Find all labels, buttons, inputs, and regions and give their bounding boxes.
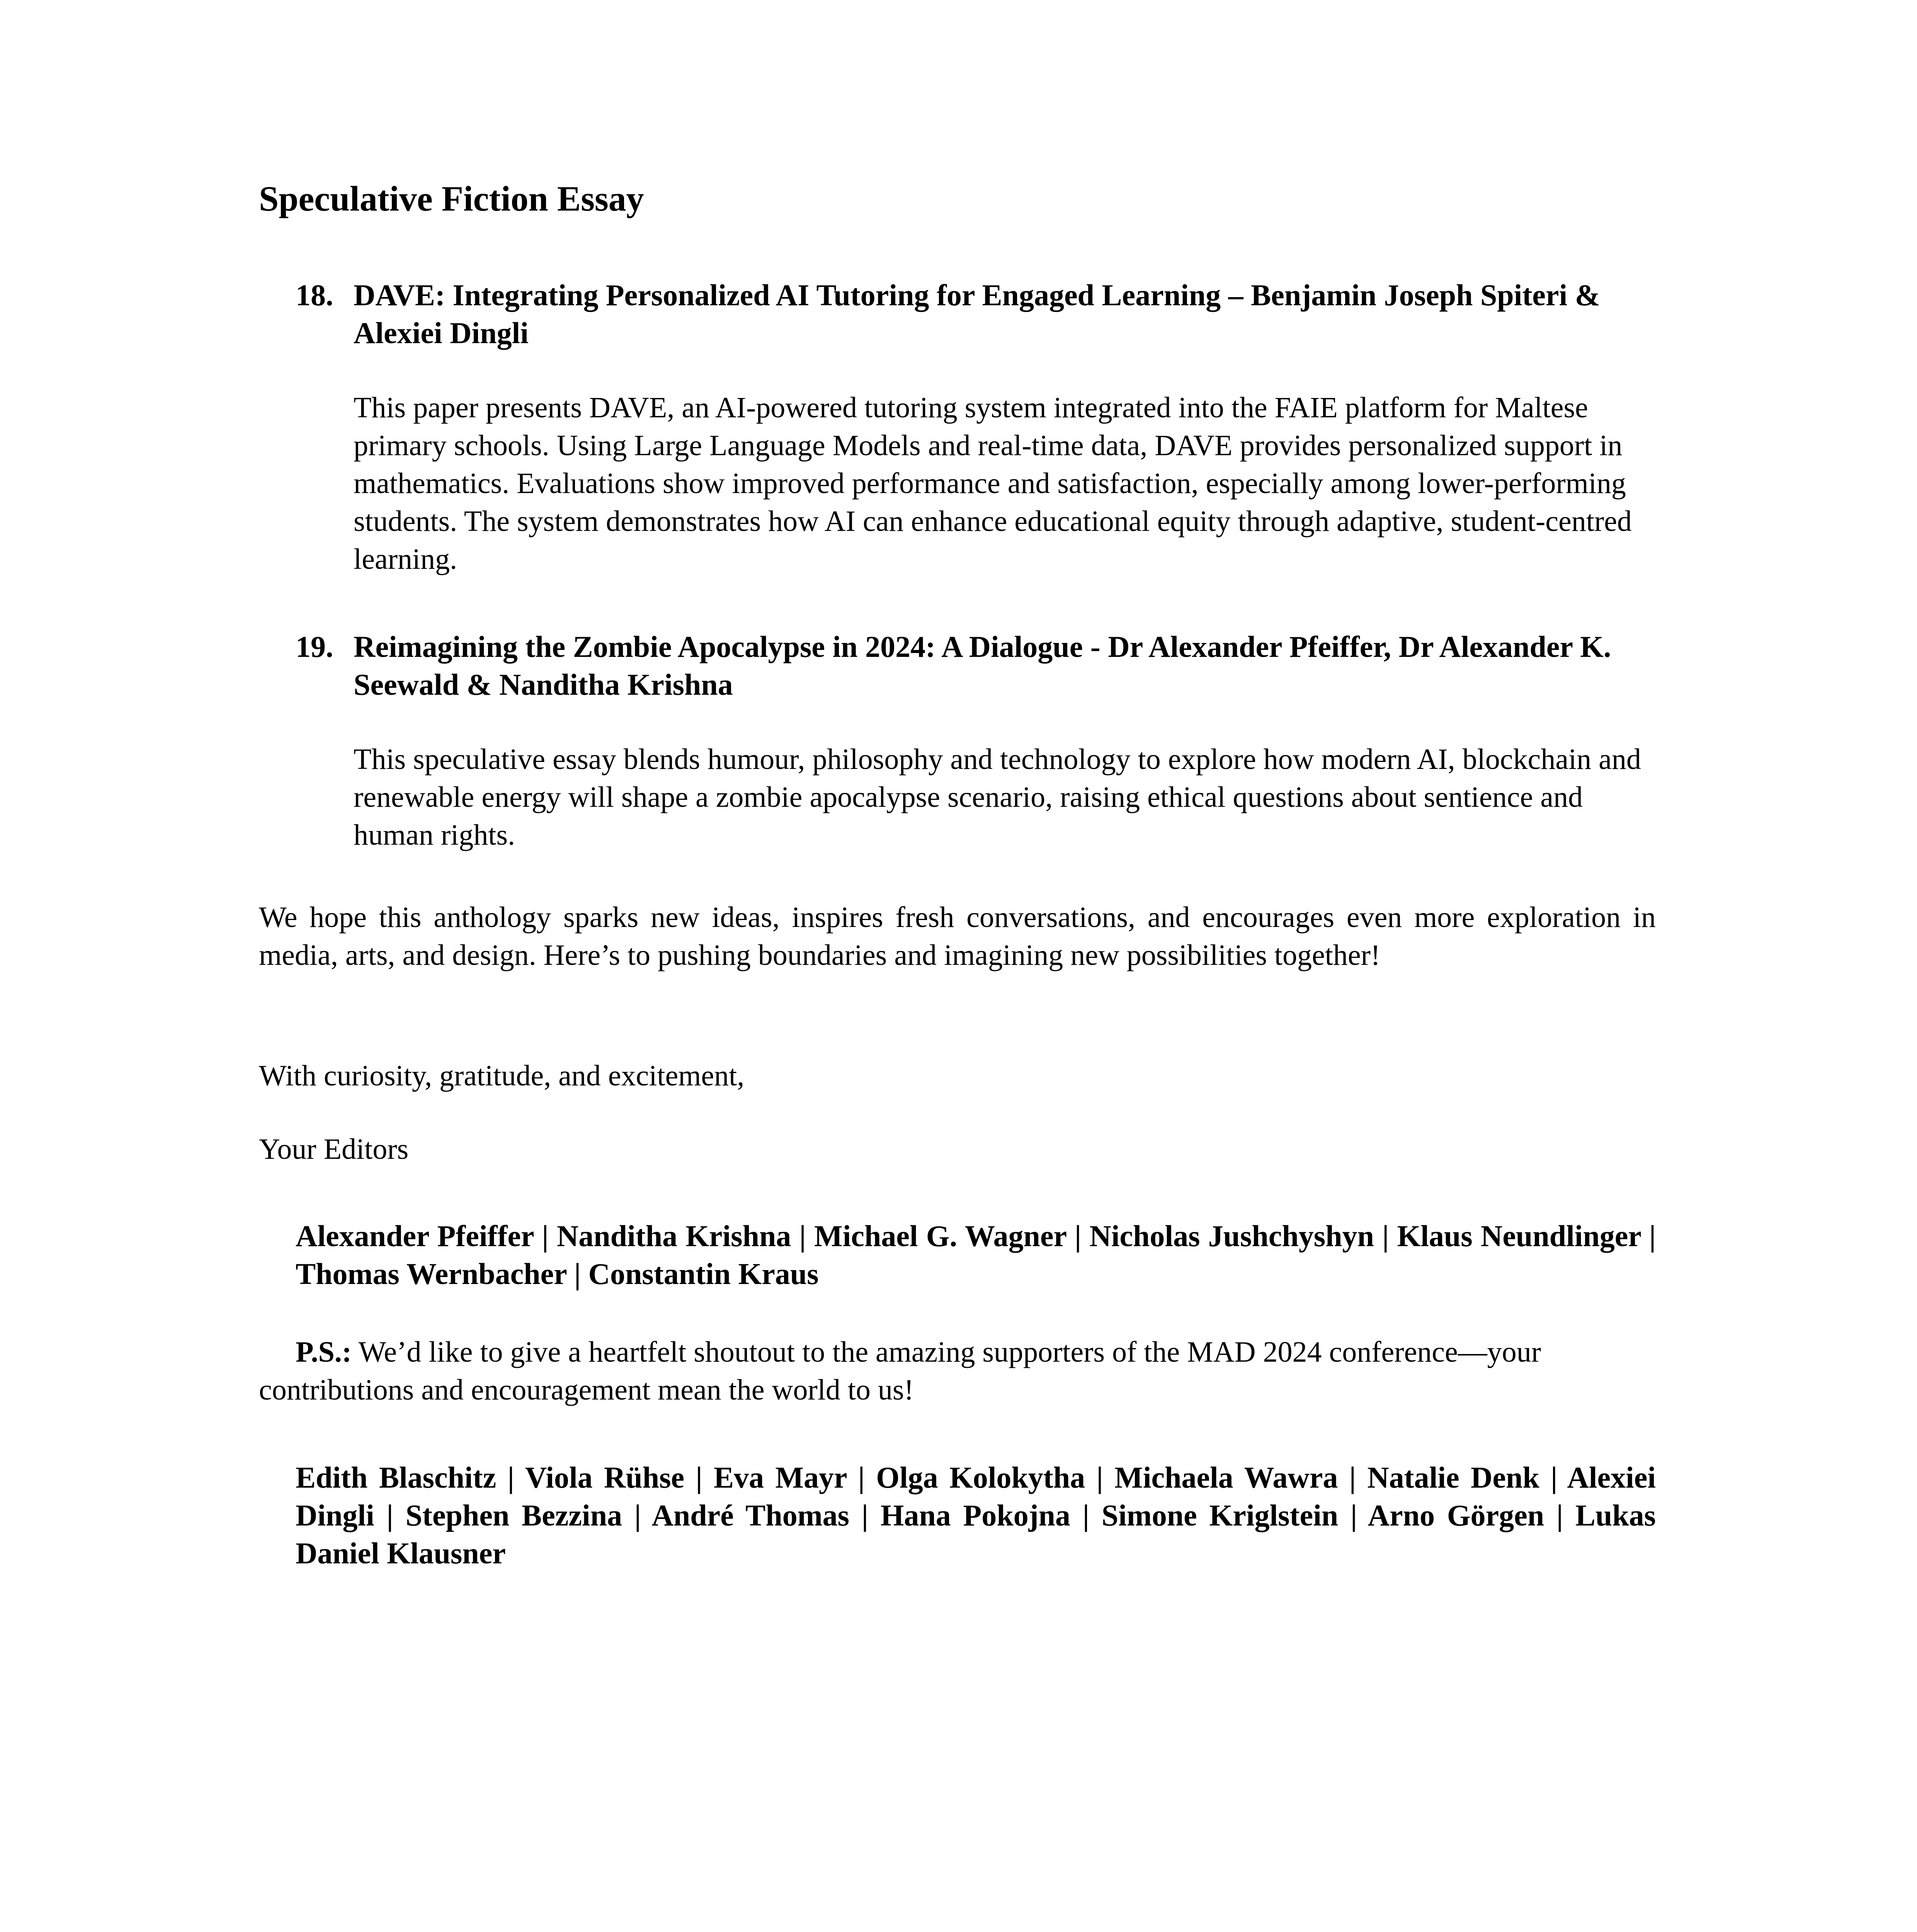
entry-title: Reimagining the Zombie Apocalypse in 2024: A Dialogue - Dr Alexander Pfeiffer, Dr Alexander K. Seewald & Nanditha Krishna — [354, 630, 1611, 701]
editors-label: Your Editors — [259, 1133, 409, 1165]
closing-paragraph: We hope this anthology sparks new ideas, inspires fresh conversations, and encourages even more exploration in media, arts, and design. Here’s to pushing boundaries and imagining new possibilities together! — [259, 901, 1656, 971]
entry-number: 18. — [296, 278, 333, 312]
entry-abstract: This paper presents DAVE, an AI-powered tutoring system integrated into the FAIE platform for Maltese primary schools. Using Large Language Models and real-time data, DAVE provides personalized support in mathematics. Evaluations show improved performance and satisfaction, especially among lower-performing students. The system demonstrates how AI can enhance educational equity through adaptive, student-centred learning. — [354, 391, 1632, 575]
editors-list: Alexander Pfeiffer | Nanditha Krishna | Michael G. Wagner | Nicholas Jushchyshyn | Klaus Neundlinger | Thomas Wernbacher | Constantin Kraus — [296, 1219, 1656, 1291]
entry-abstract: This speculative essay blends humour, philosophy and technology to explore how modern AI, blockchain and renewable energy will shape a zombie apocalypse scenario, raising ethical questions about sentience and human rights. — [354, 743, 1641, 851]
supporters-list: Edith Blaschitz | Viola Rühse | Eva Mayr | Olga Kolokytha | Michaela Wawra | Natalie Denk | Alexiei Dingli | Stephen Bezzina | André Thomas | Hana Pokojna | Simone Kriglstein | Arno Görgen | Lukas Daniel Klausner — [296, 1461, 1656, 1570]
ps-label: P.S.: — [296, 1336, 352, 1368]
section-title: Speculative Fiction Essay — [259, 179, 644, 218]
entry-title: DAVE: Integrating Personalized AI Tutoring for Engaged Learning – Benjamin Joseph Spiteri & Alexiei Dingli — [354, 278, 1600, 350]
ps-paragraph — [259, 1333, 1656, 1409]
signoff: With curiosity, gratitude, and excitement, — [259, 1060, 745, 1092]
entry-18 — [296, 276, 1656, 578]
entry-number: 19. — [296, 630, 333, 663]
ps-text: We’d like to give a heartfelt shoutout to the amazing supporters of the MAD 2024 conference—your contributions and encouragement mean the world to us! — [259, 1336, 1541, 1406]
entry-19 — [296, 628, 1656, 854]
entry-heading — [296, 276, 1656, 352]
entry-heading — [296, 628, 1656, 704]
